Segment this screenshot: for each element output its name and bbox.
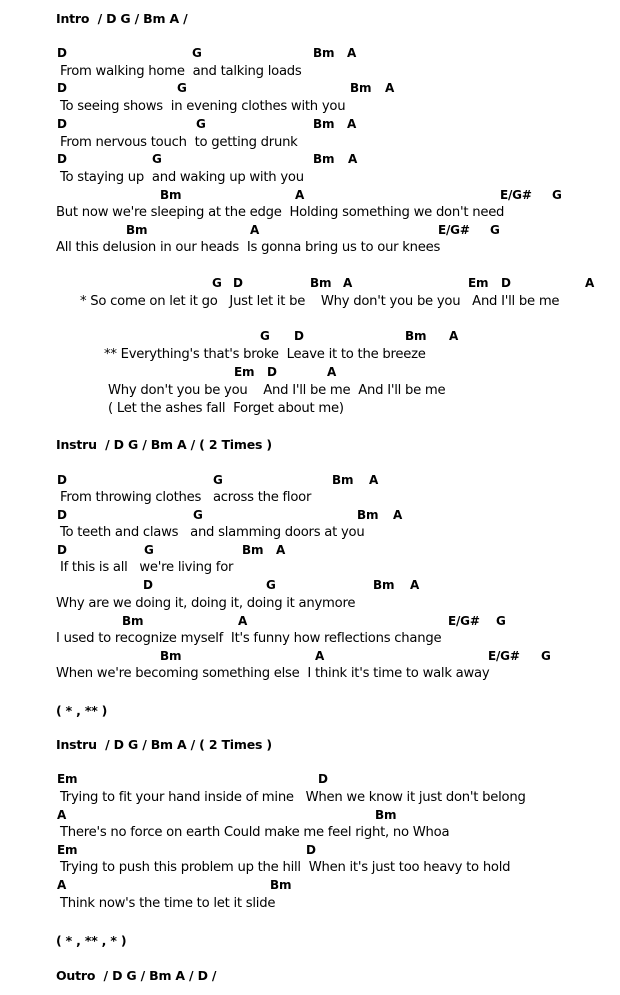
chord: A bbox=[347, 117, 357, 131]
chord-line bbox=[0, 364, 620, 381]
chord: A bbox=[343, 276, 353, 290]
chord: Bm bbox=[313, 152, 335, 166]
chord: D bbox=[294, 329, 304, 343]
chord: A bbox=[250, 223, 260, 237]
chord-line bbox=[0, 842, 620, 859]
chord: A bbox=[295, 188, 305, 202]
chord: D bbox=[143, 578, 153, 592]
lyric-line: Why don't you be you And I'll be me And I'll be me bbox=[108, 383, 446, 398]
chord: A bbox=[238, 614, 248, 628]
lyric-line: Trying to push this problem up the hill When it's just too heavy to hold bbox=[56, 860, 511, 875]
lyric-line: Why are we doing it, doing it, doing it anymore bbox=[56, 596, 356, 611]
chord: A bbox=[393, 508, 403, 522]
chord: Em bbox=[57, 843, 78, 857]
chord: Bm bbox=[313, 46, 335, 60]
chord-line bbox=[0, 45, 620, 62]
lyric-line: * So come on let it go Just let it be Why don't you be you And I'll be me bbox=[80, 294, 560, 309]
chord-line bbox=[0, 613, 620, 630]
chord: G bbox=[144, 543, 154, 557]
chord-line bbox=[0, 771, 620, 788]
chord: D bbox=[306, 843, 316, 857]
chord: G bbox=[192, 46, 202, 60]
lyric-line: If this is all we're living for bbox=[56, 560, 234, 575]
lyric-line: To seeing shows in evening clothes with you bbox=[56, 99, 346, 114]
chord: A bbox=[585, 276, 595, 290]
chord: D bbox=[57, 152, 67, 166]
chord: A bbox=[369, 473, 379, 487]
chord: G bbox=[152, 152, 162, 166]
intro-header: Intro / D G / Bm A / bbox=[56, 11, 188, 26]
chord-line bbox=[0, 807, 620, 824]
chord: G bbox=[212, 276, 222, 290]
chord: G bbox=[490, 223, 500, 237]
chord: A bbox=[276, 543, 286, 557]
chord: D bbox=[267, 365, 277, 379]
chord-line bbox=[0, 648, 620, 665]
chord: A bbox=[385, 81, 395, 95]
lyric-line: But now we're sleeping at the edge Holding something we don't need bbox=[56, 205, 505, 220]
lyric-line: ( Let the ashes fall Forget about me) bbox=[108, 401, 344, 416]
lyric-line: To teeth and claws and slamming doors at you bbox=[56, 525, 365, 540]
chord: Bm bbox=[332, 473, 354, 487]
chord-line bbox=[0, 472, 620, 489]
chord: Em bbox=[234, 365, 255, 379]
chord-line bbox=[0, 116, 620, 133]
chord: Bm bbox=[373, 578, 395, 592]
repeat-marker: ( * , ** ) bbox=[56, 703, 108, 718]
chord: D bbox=[57, 46, 67, 60]
instrumental-header: Instru / D G / Bm A / ( 2 Times ) bbox=[56, 437, 272, 452]
chord: A bbox=[348, 152, 358, 166]
chord: A bbox=[57, 808, 67, 822]
chord: A bbox=[315, 649, 325, 663]
chord: Bm bbox=[160, 649, 182, 663]
chord: Bm bbox=[375, 808, 397, 822]
chord: Bm bbox=[242, 543, 264, 557]
lyric-line: Think now's the time to let it slide bbox=[56, 896, 276, 911]
chord: G bbox=[177, 81, 187, 95]
chord: E/G# bbox=[488, 649, 520, 663]
chord: E/G# bbox=[438, 223, 470, 237]
chord-line bbox=[0, 187, 620, 204]
instrumental-header: Instru / D G / Bm A / ( 2 Times ) bbox=[56, 737, 272, 752]
chord: Bm bbox=[310, 276, 332, 290]
lyric-line: All this delusion in our heads Is gonna bring us to our knees bbox=[56, 240, 441, 255]
chord: D bbox=[57, 543, 67, 557]
chord: G bbox=[552, 188, 562, 202]
chord: D bbox=[318, 772, 328, 786]
chord-line bbox=[0, 542, 620, 559]
lyric-line: From nervous touch to getting drunk bbox=[56, 135, 298, 150]
chord: G bbox=[213, 473, 223, 487]
chord: Em bbox=[57, 772, 78, 786]
chord-line bbox=[0, 577, 620, 594]
chord: D bbox=[57, 81, 67, 95]
repeat-marker: ( * , ** , * ) bbox=[56, 933, 127, 948]
lyric-line: To staying up and waking up with you bbox=[56, 170, 304, 185]
chord: D bbox=[57, 117, 67, 131]
lyric-line: I used to recognize myself It's funny how reflections change bbox=[56, 631, 442, 646]
chord: A bbox=[57, 878, 67, 892]
chord: Bm bbox=[160, 188, 182, 202]
chord: Bm bbox=[405, 329, 427, 343]
chord: G bbox=[260, 329, 270, 343]
chord: Bm bbox=[350, 81, 372, 95]
chord: Bm bbox=[313, 117, 335, 131]
chord-line bbox=[0, 275, 620, 292]
chord: A bbox=[449, 329, 459, 343]
lyric-line: ** Everything's that's broke Leave it to the breeze bbox=[104, 347, 426, 362]
chord: Bm bbox=[270, 878, 292, 892]
chord-line bbox=[0, 507, 620, 524]
chord: E/G# bbox=[448, 614, 480, 628]
chord-line bbox=[0, 877, 620, 894]
chord: G bbox=[196, 117, 206, 131]
chord: Em bbox=[468, 276, 489, 290]
chord: D bbox=[233, 276, 243, 290]
lyric-line: From walking home and talking loads bbox=[56, 64, 302, 79]
outro-header: Outro / D G / Bm A / D / bbox=[56, 968, 217, 983]
chord: D bbox=[501, 276, 511, 290]
lyric-line: Trying to fit your hand inside of mine When we know it just don't belong bbox=[56, 790, 526, 805]
chord-line bbox=[0, 222, 620, 239]
chord: G bbox=[266, 578, 276, 592]
chord: D bbox=[57, 508, 67, 522]
chord: Bm bbox=[122, 614, 144, 628]
chord: A bbox=[347, 46, 357, 60]
chord: E/G# bbox=[500, 188, 532, 202]
chord: G bbox=[193, 508, 203, 522]
lyric-line: From throwing clothes across the floor bbox=[56, 490, 312, 505]
lyric-line: When we're becoming something else I think it's time to walk away bbox=[56, 666, 490, 681]
chord: A bbox=[327, 365, 337, 379]
chord: G bbox=[496, 614, 506, 628]
chord: Bm bbox=[126, 223, 148, 237]
chord-line bbox=[0, 328, 620, 345]
chord: Bm bbox=[357, 508, 379, 522]
chord-line bbox=[0, 151, 620, 168]
chord: G bbox=[541, 649, 551, 663]
lyric-line: There's no force on earth Could make me feel right, no Whoa bbox=[56, 825, 450, 840]
chord: A bbox=[410, 578, 420, 592]
chord: D bbox=[57, 473, 67, 487]
chord-line bbox=[0, 80, 620, 97]
